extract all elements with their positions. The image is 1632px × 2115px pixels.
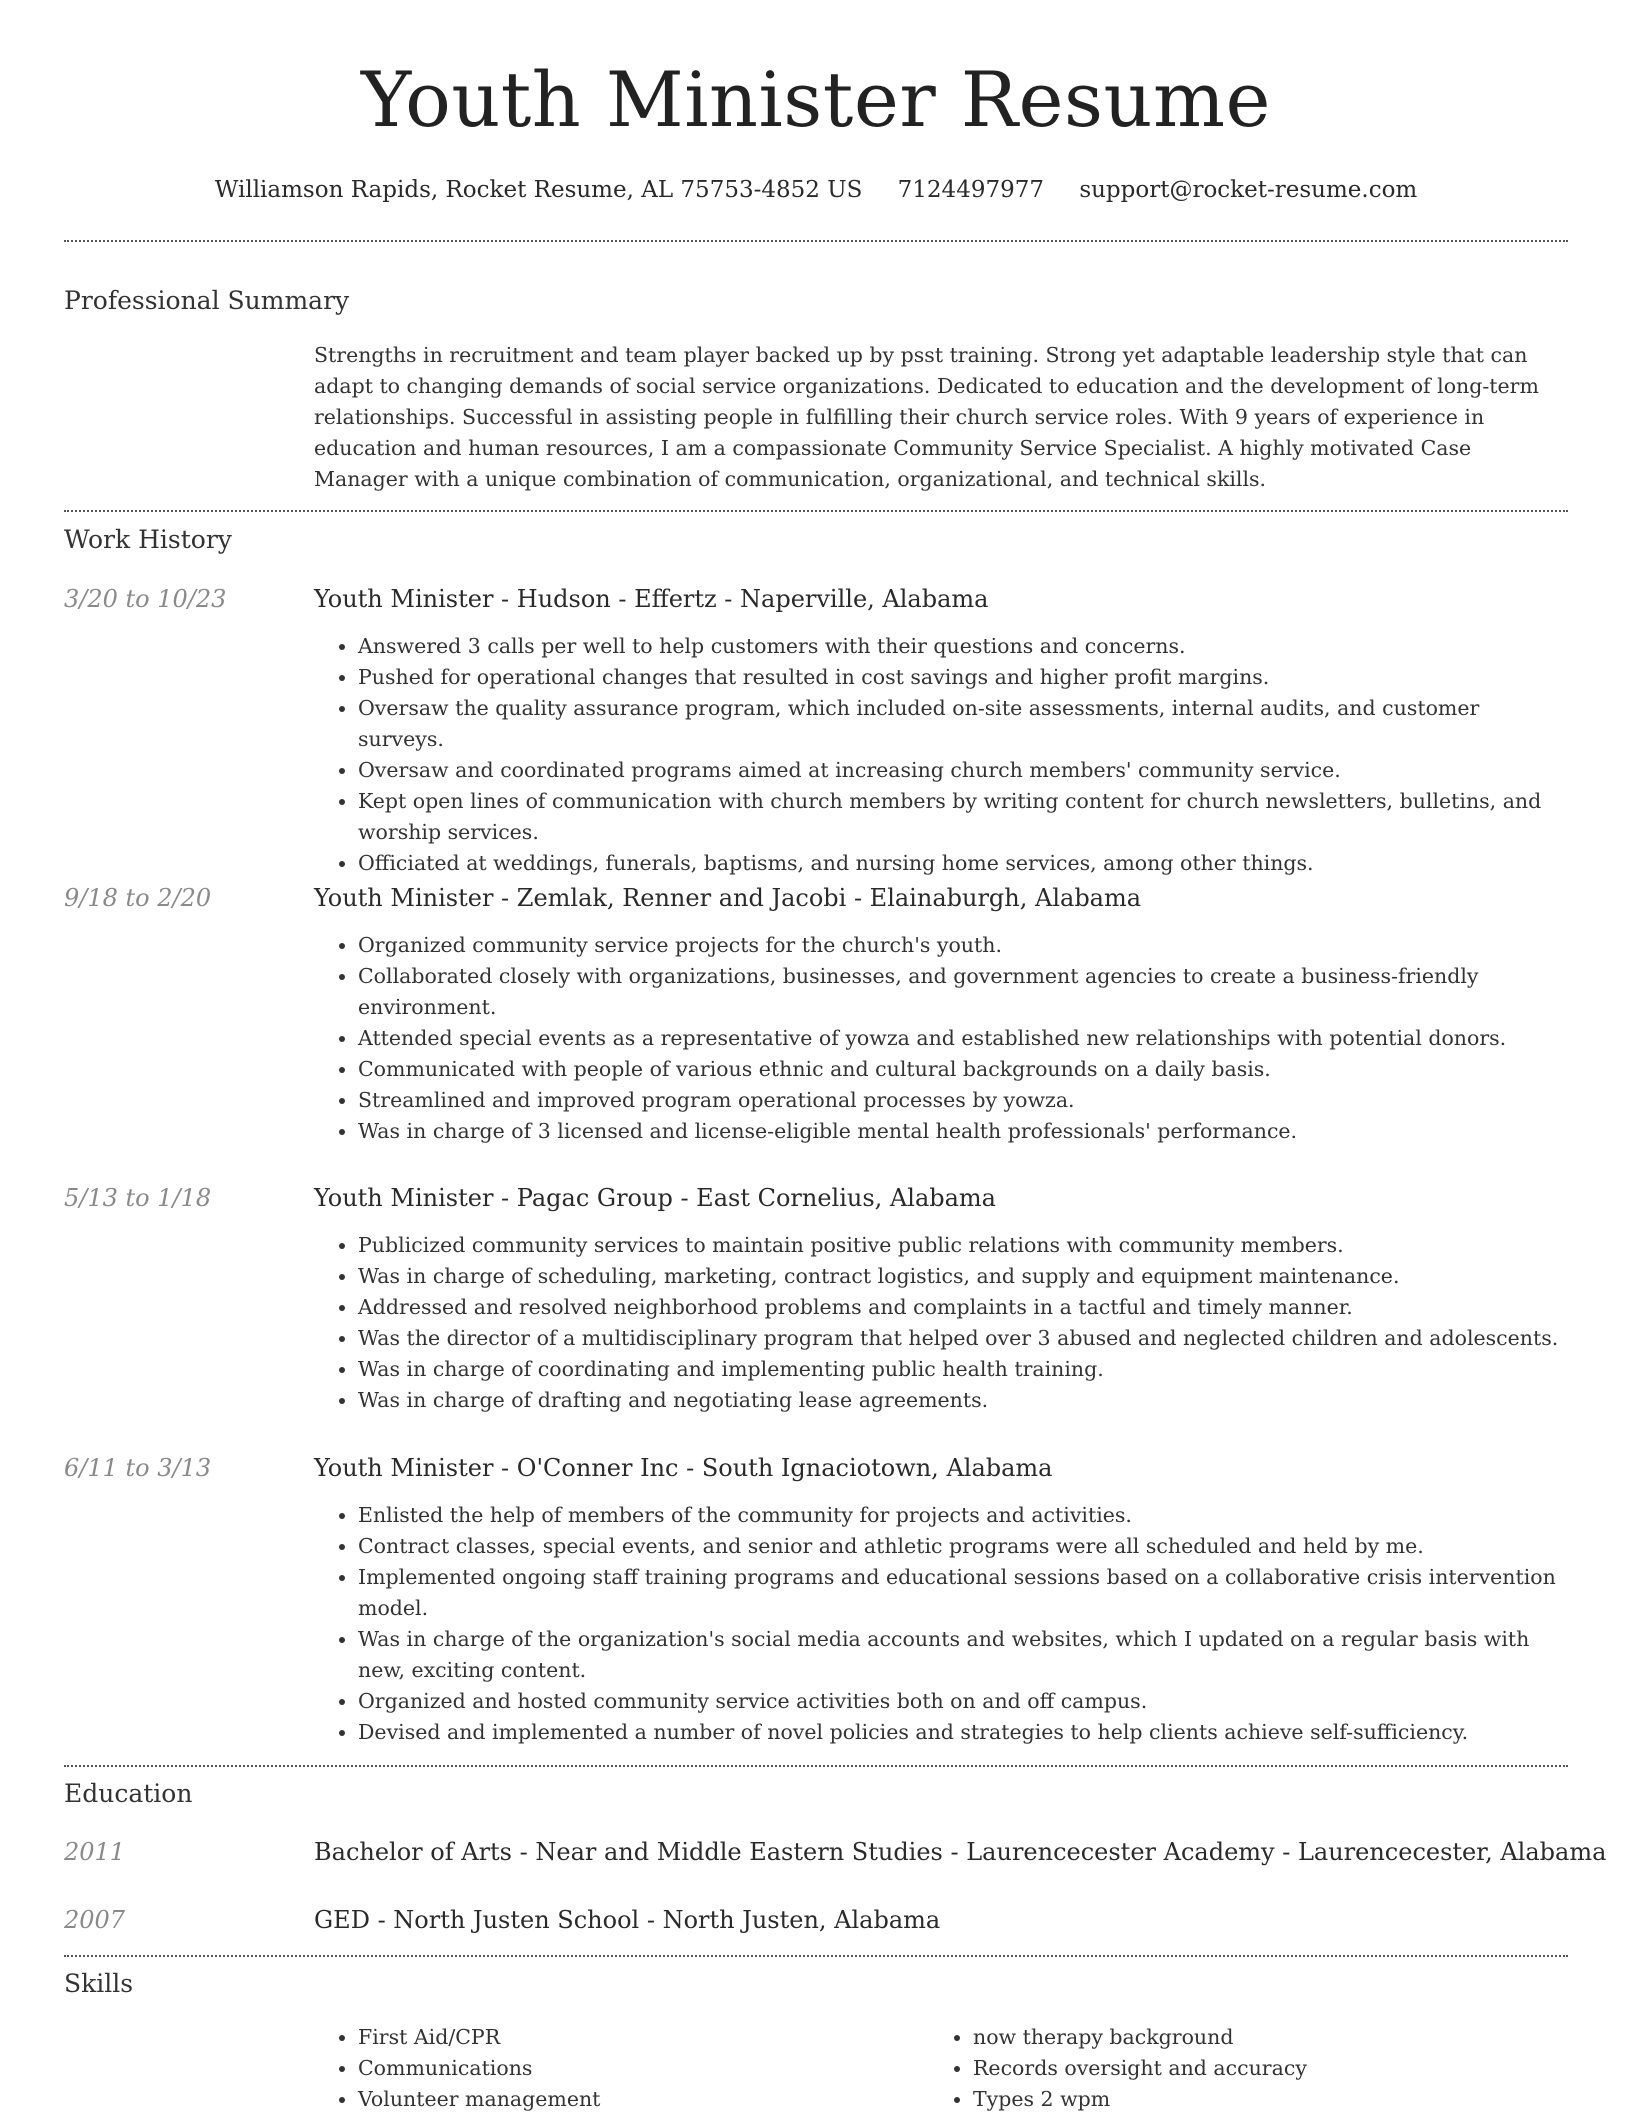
contact-address: Williamson Rapids, Rocket Resume, AL 75753-4852 US	[214, 177, 863, 203]
job-bullet: • Was in charge of drafting and negotiating lease agreements.	[358, 1385, 1566, 1416]
skill-item: • Communications	[358, 2053, 600, 2084]
job-bullets	[314, 930, 1566, 1147]
job-bullet: • Communicated with people of various ethnic and cultural backgrounds on a daily basis.	[358, 1054, 1566, 1085]
job-bullets	[314, 631, 1566, 879]
job-bullet: • Officiated at weddings, funerals, baptisms, and nursing home services, among other things.	[358, 848, 1566, 879]
skill-item: • Types 2 wpm	[973, 2084, 1307, 2115]
job-bullet: • Contract classes, special events, and senior and athletic programs were all scheduled and held by me.	[358, 1531, 1566, 1562]
work-history-heading: Work History	[64, 525, 232, 554]
job-bullet: • Organized and hosted community service activities both on and off campus.	[358, 1686, 1566, 1717]
job-bullet: • Publicized community services to maintain positive public relations with community members.	[358, 1230, 1566, 1261]
job-title: Youth Minister - Hudson - Effertz - Naperville, Alabama	[314, 585, 989, 613]
job-bullet: • Oversaw and coordinated programs aimed at increasing church members' community service.	[358, 755, 1566, 786]
job-bullet: • Devised and implemented a number of novel policies and strategies to help clients achieve self-sufficiency.	[358, 1717, 1566, 1748]
skills-column	[314, 2022, 600, 2115]
skills-heading: Skills	[64, 1969, 134, 1998]
job-bullet: • Attended special events as a representative of yowza and established new relationships with potential donors.	[358, 1023, 1566, 1054]
job-bullet: • Oversaw the quality assurance program, which included on-site assessments, internal audits, and customer surveys.	[358, 693, 1566, 755]
summary-text: Strengths in recruitment and team player backed up by psst training. Strong yet adaptable leadership style that can adapt to changing demands of social service organizations. Dedicated to education and the development of long-term relationships. Successful in assisting people in fulfilling their church service roles. With 9 years of experience in education and human resources, I am a compassionate Community Service Specialist. A highly motivated Case Manager with a unique combination of communication, organizational, and technical skills.	[314, 343, 1539, 491]
job-bullet: • Implemented ongoing staff training programs and educational sessions based on a collaborative crisis intervention model.	[358, 1562, 1566, 1624]
section-divider	[64, 1765, 1568, 1767]
job-title: Youth Minister - Zemlak, Renner and Jacobi - Elainaburgh, Alabama	[314, 884, 1142, 912]
education-heading: Education	[64, 1779, 193, 1808]
job-bullets	[314, 1230, 1566, 1416]
job-date: 9/18 to 2/20	[64, 884, 212, 912]
job-bullet: • Answered 3 calls per well to help customers with their questions and concerns.	[358, 631, 1566, 662]
job-date: 3/20 to 10/23	[64, 585, 227, 613]
education-year: 2011	[64, 1838, 126, 1866]
job-bullet: • Streamlined and improved program operational processes by yowza.	[358, 1085, 1566, 1116]
skill-item: • Volunteer management	[358, 2084, 600, 2115]
summary-heading: Professional Summary	[64, 286, 350, 315]
contact-line	[64, 170, 1568, 210]
section-divider	[64, 1955, 1568, 1957]
job-bullet: • Pushed for operational changes that resulted in cost savings and higher profit margins.	[358, 662, 1566, 693]
skill-item: • Records oversight and accuracy	[973, 2053, 1307, 2084]
contact-email: support@rocket-resume.com	[1079, 177, 1418, 203]
job-date: 6/11 to 3/13	[64, 1454, 212, 1482]
education-degree: GED - North Justen School - North Justen, Alabama	[314, 1906, 941, 1934]
job-date: 5/13 to 1/18	[64, 1184, 212, 1212]
job-bullet: • Was in charge of 3 licensed and license-eligible mental health professionals' performance.	[358, 1116, 1566, 1147]
section-divider	[64, 240, 1568, 242]
job-title: Youth Minister - O'Conner Inc - South Ignaciotown, Alabama	[314, 1454, 1053, 1482]
job-bullet: • Addressed and resolved neighborhood problems and complaints in a tactful and timely manner.	[358, 1292, 1566, 1323]
education-degree: Bachelor of Arts - Near and Middle Eastern Studies - Laurencecester Academy - Laurencecester, Alabama	[314, 1838, 1607, 1866]
skill-item: • First Aid/CPR	[358, 2022, 600, 2053]
section-divider	[64, 510, 1568, 512]
job-bullet: • Collaborated closely with organizations, businesses, and government agencies to create a business-friendly environment.	[358, 961, 1566, 1023]
resume-title: Youth Minister Resume	[361, 55, 1271, 144]
job-bullet: • Was the director of a multidisciplinary program that helped over 3 abused and neglected children and adolescents.	[358, 1323, 1566, 1354]
job-bullet: • Enlisted the help of members of the community for projects and activities.	[358, 1500, 1566, 1531]
job-title: Youth Minister - Pagac Group - East Cornelius, Alabama	[314, 1184, 996, 1212]
job-bullet: • Was in charge of coordinating and implementing public health training.	[358, 1354, 1566, 1385]
contact-phone: 7124497977	[897, 177, 1044, 203]
job-bullet: • Kept open lines of communication with church members by writing content for church newsletters, bulletins, and worship services.	[358, 786, 1566, 848]
job-bullet: • Was in charge of the organization's social media accounts and websites, which I updated on a regular basis with new, exciting content.	[358, 1624, 1566, 1686]
job-bullet: • Was in charge of scheduling, marketing, contract logistics, and supply and equipment maintenance.	[358, 1261, 1566, 1292]
skills-column	[929, 2022, 1307, 2115]
job-bullet: • Organized community service projects for the church's youth.	[358, 930, 1566, 961]
job-bullets	[314, 1500, 1566, 1748]
skill-item: • now therapy background	[973, 2022, 1307, 2053]
education-year: 2007	[64, 1906, 126, 1934]
